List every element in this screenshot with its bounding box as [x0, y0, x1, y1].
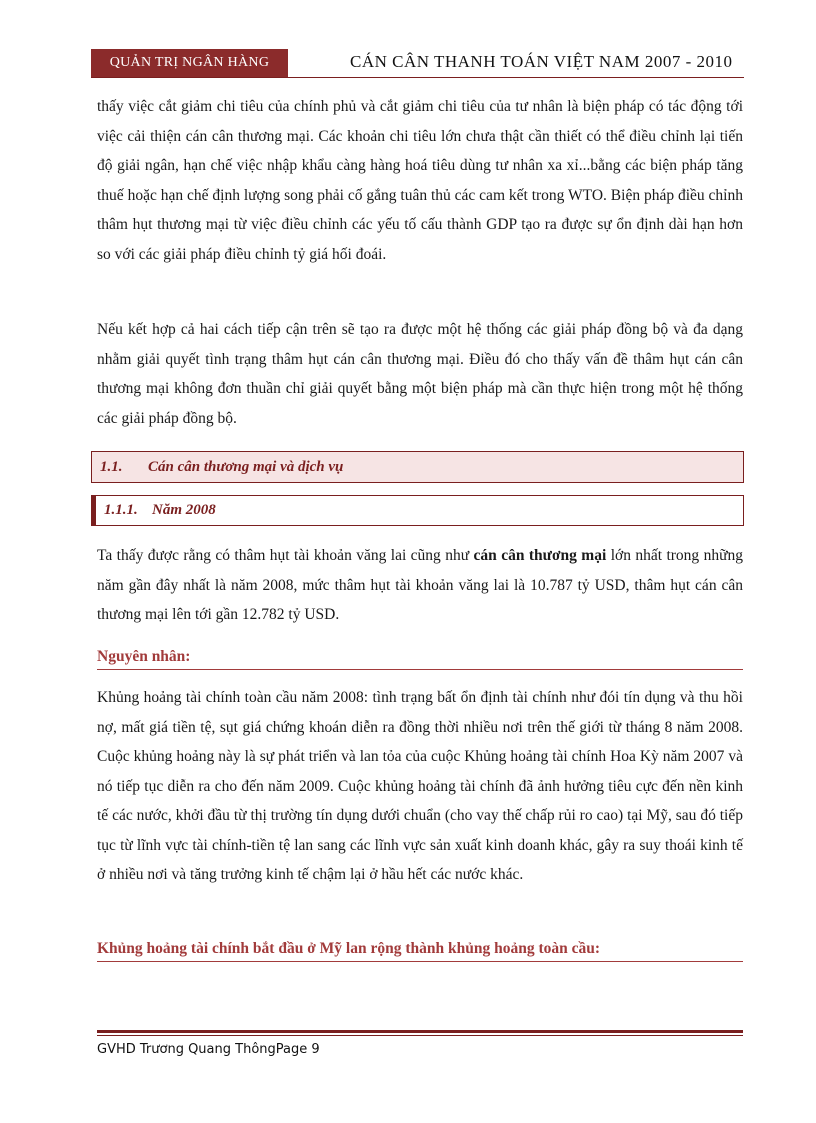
paragraph-text: Ta thấy được rằng có thâm hụt tài khoản văng lai cũng như	[97, 547, 474, 564]
section-title: Năm 2008	[152, 502, 216, 518]
header-section-label: QUẢN TRỊ NGÂN HÀNG	[109, 55, 270, 70]
body-paragraph-2: Nếu kết hợp cả hai cách tiếp cận trên sẽ tạo ra được một hệ thống các giải pháp đồng bộ và đa dạng nhằm giải quyết tình trạng thâm hụt cán cân thương mại. Điều đó cho thấy vấn đề thâm hụt cán cân thương mại không đơn thuần chỉ giải quyết bằng một biện pháp mà cần thực hiện trong một hệ thống các giải pháp đồng bộ.	[97, 321, 743, 427]
subheading-cause: Nguyên nhân:	[97, 648, 743, 670]
bold-term: cán cân thương mại	[473, 547, 607, 564]
header-section-tab	[91, 49, 288, 77]
footer-rule-thick	[97, 1030, 743, 1033]
footer-rule-thin	[97, 1035, 743, 1036]
section-title: Cán cân thương mại và dịch vụ	[148, 458, 344, 475]
body-paragraph-4: Khủng hoảng tài chính toàn cầu năm 2008: tình trạng bất ổn định tài chính như đói tín dụng và thu hồi nợ, mất giá tiền tệ, sụt giá chứng khoán diễn ra đồng thời nhiều nơi trên thế giới từ tháng 8 năm 2008. Cuộc khủng hoảng này là sự phát triển và lan tỏa của cuộc Khủng hoảng tài chính Hoa Kỳ năm 2007 và nó tiếp tục diễn ra cho đến năm 2009. Cuộc khủng hoảng tài chính đã ảnh hưởng tiêu cực đến nền kinh tế các nước, khởi đầu từ thị trường tín dụng dưới chuẩn (cho vay thế chấp rủi ro cao) tại Mỹ, sau đó tiếp tục từ lĩnh vực tài chính-tiền tệ lan sang các lĩnh vực sản xuất kinh doanh khác, gây ra suy thoái kinh tế ở nhiều nơi và tăng trưởng kinh tế chậm lại ở hầu hết các nước khác.	[97, 689, 743, 883]
body-paragraph-1: thấy việc cắt giảm chi tiêu của chính phủ và cắt giảm chi tiêu của tư nhân là biện pháp có tác động tới việc cải thiện cán cân thương mại. Các khoản chi tiêu lớn chưa thật cần thiết có thể điều chỉnh lại tiến độ giải ngân, hạn chế việc nhập khẩu càng hàng hoá tiêu dùng tư nhân xa xỉ...bằng các biện pháp tăng thuế hoặc hạn chế định lượng song phải cố gắng tuân thủ các cam kết trong WTO. Biện pháp điều chỉnh thâm hụt thương mại từ việc điều chỉnh các yếu tố cấu thành GDP tạo ra được sự ổn định dài hạn hơn so với các giải pháp điều chỉnh tỷ giá hối đoái.	[97, 98, 743, 263]
section-heading-1-1	[91, 451, 744, 483]
paragraph-text: lớn nhất trong những năm gần đây nhất là năm 2008, mức thâm hụt tài khoản văng lai là 10.787 tỷ USD, thâm hụt cán cân thương mại lên tới gần 12.782 tỷ USD.	[97, 547, 743, 623]
footer-text: GVHD Trương Quang ThôngPage 9	[97, 1042, 320, 1057]
header-doc-title: CÁN CÂN THANH TOÁN VIỆT NAM 2007 - 2010	[350, 52, 733, 71]
section-number: 1.1.1.	[104, 502, 138, 518]
section-heading-1-1-1	[91, 495, 744, 526]
body-paragraph-3	[97, 541, 743, 630]
section-number: 1.1.	[100, 458, 123, 475]
subheading-crisis: Khủng hoảng tài chính bắt đầu ở Mỹ lan rộng thành khủng hoảng toàn cầu:	[97, 940, 743, 962]
header-divider	[91, 77, 744, 78]
